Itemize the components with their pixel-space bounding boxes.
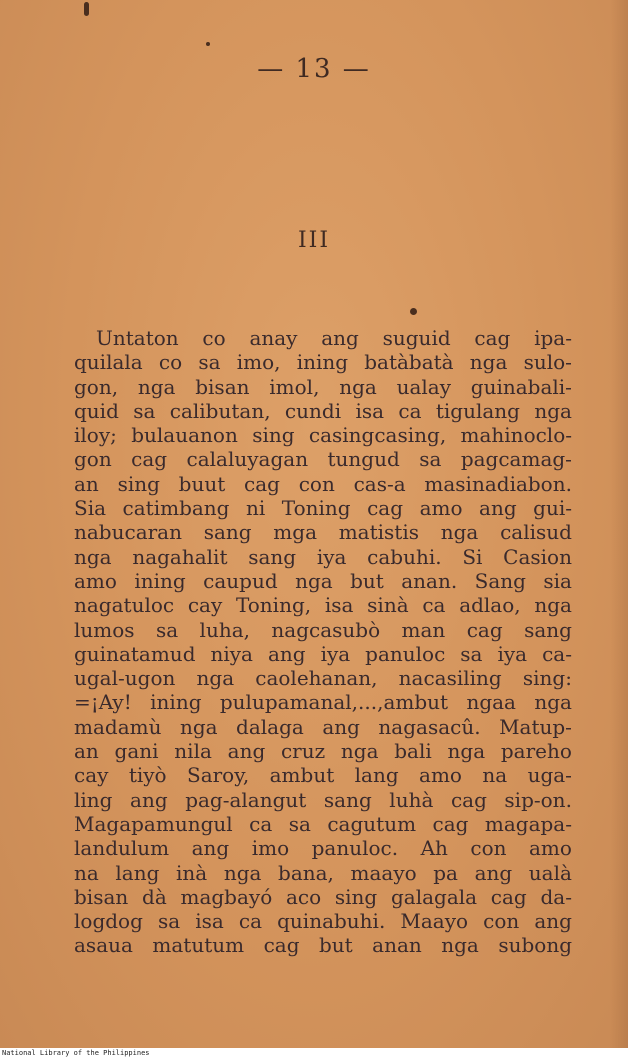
word: cag	[466, 617, 503, 642]
word: niya	[210, 641, 253, 666]
word: panuloc	[365, 641, 446, 666]
word: ang	[267, 641, 306, 666]
word: con	[470, 836, 507, 861]
word: nagasacû.	[378, 714, 481, 739]
word: sinà	[367, 593, 409, 618]
word: suguid	[382, 326, 451, 350]
word: Magapamungul	[74, 811, 233, 836]
word: nga	[441, 933, 479, 958]
word: nga	[74, 544, 112, 569]
word: bali	[394, 739, 432, 764]
word: sa	[198, 350, 221, 375]
word: batàbatà	[364, 350, 454, 375]
word: ca-	[542, 641, 572, 666]
word: cruz	[280, 739, 326, 764]
word: ipa-	[534, 326, 572, 350]
word: calaluyagan	[186, 447, 309, 472]
word: maayo	[350, 860, 417, 885]
text-line	[74, 423, 572, 447]
word: lang	[354, 763, 399, 788]
word: guinatamud	[74, 641, 196, 666]
word: Saroy,	[187, 763, 250, 788]
word: an	[74, 739, 99, 764]
word: gon	[74, 447, 112, 472]
word: anan.	[401, 568, 458, 593]
word: nga	[534, 398, 572, 423]
word: pagcamag-	[460, 447, 572, 472]
word: Matup-	[499, 714, 572, 739]
word: panuloc.	[311, 836, 399, 861]
text-line	[74, 593, 572, 617]
word: guinabali-	[470, 374, 572, 399]
word: gani	[114, 739, 159, 764]
word: nga	[469, 350, 508, 375]
text-line	[74, 715, 572, 739]
word: ining	[134, 568, 186, 593]
word: bana,	[278, 860, 334, 885]
text-line	[74, 861, 572, 885]
word: na	[482, 763, 508, 788]
word: sang	[524, 617, 572, 642]
word: adlao,	[459, 593, 521, 618]
word: casingcasing,	[308, 423, 447, 448]
word: quid	[74, 398, 119, 423]
word: sa	[288, 811, 311, 836]
word: Sia	[74, 496, 107, 521]
word: dà	[142, 884, 167, 909]
word: nga	[440, 520, 479, 545]
word: ambut	[269, 763, 335, 788]
word: ca	[249, 811, 273, 836]
word: sia	[543, 568, 572, 593]
word: cag	[244, 471, 280, 496]
text-line	[74, 350, 572, 374]
word: sang	[203, 520, 252, 545]
word: madamù	[74, 714, 162, 739]
word: caupud	[203, 568, 278, 593]
word: nagahalit	[132, 544, 228, 569]
word: sa	[419, 447, 442, 472]
text-line	[74, 836, 572, 860]
word: nga	[223, 860, 262, 885]
word: nga	[340, 739, 379, 764]
word: iya	[316, 544, 347, 569]
word: ca	[422, 593, 446, 618]
word: sing	[252, 423, 295, 448]
word: nga	[137, 374, 176, 399]
text-line	[74, 788, 572, 812]
word: ang	[130, 787, 168, 812]
word: nga	[534, 593, 572, 618]
ink-speck	[410, 308, 417, 315]
word: inà	[176, 860, 208, 885]
word: an	[74, 471, 99, 496]
text-line	[74, 885, 572, 909]
text-line	[74, 520, 572, 544]
word: buut	[178, 471, 226, 496]
word: co	[202, 326, 226, 350]
word: sa	[133, 398, 156, 423]
text-line	[74, 496, 572, 520]
text-line	[74, 375, 572, 399]
word: man	[401, 617, 446, 642]
word: ang	[227, 739, 266, 764]
word: imo,	[236, 350, 281, 375]
word: con	[298, 471, 335, 496]
word: tiyò	[128, 763, 167, 788]
word: nga	[196, 666, 235, 691]
word: nga	[295, 568, 333, 593]
word: calisud	[500, 520, 572, 545]
word: tigulang	[435, 398, 520, 423]
word: nga	[339, 374, 377, 399]
word: ngaa	[466, 690, 516, 715]
word: na	[74, 860, 99, 885]
word: ang	[474, 860, 513, 885]
word: magapa-	[484, 811, 572, 836]
text-line	[74, 690, 572, 714]
word: iya	[320, 641, 351, 666]
word: nacasiling	[398, 666, 502, 691]
word: sing	[334, 884, 378, 909]
word: nagatuloc	[74, 593, 175, 618]
word: nga	[447, 739, 486, 764]
word: tungud	[327, 447, 400, 472]
word: ang	[534, 909, 572, 934]
word: cag	[367, 496, 404, 521]
word: bisan	[74, 884, 129, 909]
word: pa	[433, 860, 458, 885]
word: co	[158, 350, 183, 375]
text-line	[74, 642, 572, 666]
word: amo	[529, 836, 572, 861]
word: Toning,	[235, 593, 312, 618]
word: nila	[174, 739, 212, 764]
word: pag-alangut	[185, 787, 307, 812]
word: sang	[248, 544, 297, 569]
word: nga	[534, 690, 572, 715]
body-text	[74, 326, 572, 958]
text-line	[74, 933, 572, 957]
word: cay	[74, 763, 109, 788]
text-line	[74, 739, 572, 763]
word: mahinoclo-	[460, 423, 572, 448]
word: gon,	[74, 374, 119, 399]
word: imol,	[269, 374, 320, 399]
word: Casion	[503, 544, 572, 569]
word: cas-a	[353, 471, 406, 496]
word: pareho	[500, 739, 572, 764]
word: cag	[263, 933, 300, 958]
word: sa	[155, 617, 179, 642]
text-line	[74, 569, 572, 593]
word: luhà	[389, 787, 434, 812]
word: isa	[324, 593, 354, 618]
word: iya	[497, 641, 528, 666]
word: but	[318, 933, 353, 958]
word: cundi	[284, 398, 342, 423]
word: =¡Ay!	[74, 690, 132, 715]
word: caolehanan,	[255, 666, 378, 691]
page-edge-shadow	[610, 0, 628, 1048]
word: luha,	[199, 617, 250, 642]
word: sa	[157, 909, 181, 934]
text-line	[74, 326, 572, 350]
text-line	[74, 812, 572, 836]
word: isa	[355, 398, 385, 423]
word: ca	[238, 909, 263, 934]
word: imo	[251, 836, 290, 861]
word: cay	[187, 593, 223, 618]
word: ugal-ugon	[74, 666, 176, 691]
word: ang	[322, 714, 360, 739]
word: sa	[460, 641, 483, 666]
ink-speck	[84, 2, 89, 16]
word: aco	[285, 884, 322, 909]
word: quinabuhi.	[277, 909, 386, 934]
page-number-header: — 13 —	[257, 54, 371, 84]
text-line	[74, 666, 572, 690]
word: sing:	[522, 666, 572, 691]
word: ining	[150, 690, 202, 715]
word: but	[350, 568, 384, 593]
word: amo	[419, 496, 463, 521]
word: ang	[321, 326, 359, 350]
word: galagala	[390, 884, 478, 909]
word: da-	[540, 884, 572, 909]
word: masinadiabon.	[424, 471, 572, 496]
word: ang	[479, 496, 517, 521]
word: nagcasubò	[271, 617, 381, 642]
text-line	[74, 447, 572, 471]
word: subong	[498, 933, 572, 958]
word: dalaga	[236, 714, 304, 739]
word: iloy;	[74, 423, 117, 448]
word: anan	[372, 933, 422, 958]
word: matistis	[338, 520, 420, 545]
word: matutum	[152, 933, 245, 958]
word: Sang	[474, 568, 526, 593]
word: sulo-	[523, 350, 572, 375]
word: ualay	[396, 374, 452, 399]
word: quilala	[74, 350, 143, 375]
word: Maayo	[400, 909, 469, 934]
word: nga	[179, 714, 218, 739]
word: Ah	[420, 836, 448, 861]
word: magbayó	[180, 884, 273, 909]
text-line	[74, 763, 572, 787]
word: con	[483, 909, 520, 934]
word: mga	[273, 520, 317, 545]
word: ni	[246, 496, 266, 521]
word: lumos	[74, 617, 135, 642]
text-line	[74, 545, 572, 569]
word: cag	[131, 447, 168, 472]
word: cabuhi.	[367, 544, 442, 569]
text-line	[74, 909, 572, 933]
word: Toning	[281, 496, 351, 521]
text-line	[74, 618, 572, 642]
word: Untaton	[96, 326, 179, 350]
word: uga-	[527, 763, 572, 788]
word: cag	[490, 884, 527, 909]
word: Si	[462, 544, 483, 569]
word: sang	[323, 787, 372, 812]
word: catimbang	[122, 496, 230, 521]
word: ang	[191, 836, 230, 861]
text-line	[74, 472, 572, 496]
word: ca	[398, 398, 422, 423]
word: ining	[296, 350, 349, 375]
word: nabucaran	[74, 520, 182, 545]
chapter-heading: III	[297, 228, 331, 253]
word: calibutan,	[169, 398, 271, 423]
word: sing	[117, 471, 160, 496]
word: logdog	[74, 909, 143, 934]
word: cag	[474, 326, 511, 350]
word: bulauanon	[131, 423, 238, 448]
word: asaua	[74, 933, 133, 958]
word: landulum	[74, 836, 170, 861]
word: bisan	[195, 374, 250, 399]
word: ling	[74, 787, 113, 812]
word: lang	[115, 860, 160, 885]
word: ualà	[528, 860, 572, 885]
word: pulupamanal,...,ambut	[219, 690, 449, 715]
text-line	[74, 399, 572, 423]
word: isa	[195, 909, 224, 934]
word: cag	[432, 811, 469, 836]
word: cagutum	[327, 811, 417, 836]
word: sip-on.	[504, 787, 572, 812]
word: anay	[249, 326, 298, 350]
word: gui-	[533, 496, 572, 521]
word: cag	[450, 787, 487, 812]
word: amo	[74, 568, 117, 593]
footer-credit: National Library of the Philippines	[0, 1048, 628, 1058]
word: amo	[419, 763, 462, 788]
ink-speck	[206, 42, 210, 46]
